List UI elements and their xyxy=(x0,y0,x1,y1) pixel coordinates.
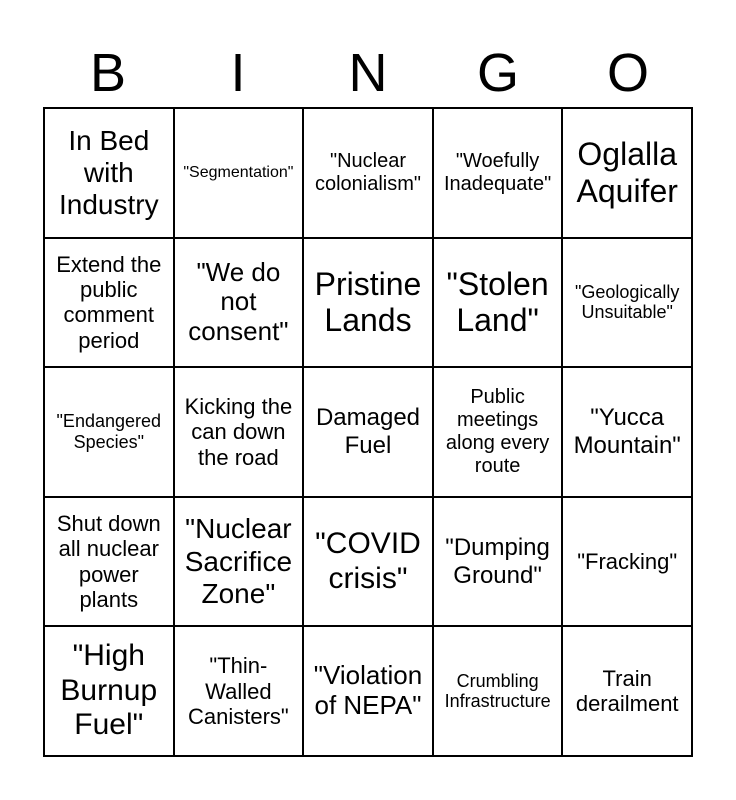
cell-text: "Yucca Mountain" xyxy=(573,404,681,459)
cell-text: "Thin-Walled Canisters" xyxy=(188,653,289,729)
cell-text: "Fracking" xyxy=(577,548,678,574)
cell-text: "COVID crisis" xyxy=(315,527,421,595)
bingo-cell[interactable] xyxy=(562,497,692,627)
cell-text: "Violation of NEPA" xyxy=(313,660,423,721)
bingo-cell[interactable] xyxy=(44,626,174,756)
cell-text: "High Burnup Fuel" xyxy=(60,639,158,742)
cell-text: Train derailment xyxy=(575,665,679,717)
bingo-board xyxy=(43,107,693,757)
header-letter-i: I xyxy=(230,43,246,103)
cell-text: "Endangered Species" xyxy=(56,411,162,452)
bingo-cell[interactable] xyxy=(44,238,174,368)
cell-text: Pristine Lands xyxy=(314,265,422,339)
cell-text: In Bed with Industry xyxy=(58,124,159,220)
bingo-cell[interactable] xyxy=(562,108,692,238)
bingo-cell[interactable] xyxy=(433,367,563,497)
bingo-cell[interactable] xyxy=(562,626,692,756)
cell-text: "Segmentation" xyxy=(183,163,294,181)
bingo-cell[interactable] xyxy=(433,497,563,627)
cell-text: "Woefully Inadequate" xyxy=(443,149,552,195)
cell-text: Shut down all nuclear power plants xyxy=(56,511,161,612)
header-letter-g: G xyxy=(476,43,519,103)
header-letter-o: O xyxy=(606,43,649,103)
bingo-cell[interactable] xyxy=(303,497,433,627)
bingo-cell[interactable] xyxy=(44,497,174,627)
bingo-cell[interactable] xyxy=(562,367,692,497)
bingo-header xyxy=(43,42,693,104)
cell-text: "Geologically Unsuitable" xyxy=(574,281,680,323)
cell-text: "We do not consent" xyxy=(188,256,289,347)
bingo-cell[interactable] xyxy=(562,238,692,368)
cell-text: Oglalla Aquifer xyxy=(576,136,678,209)
cell-text: "Dumping Ground" xyxy=(445,534,550,589)
bingo-cell[interactable] xyxy=(174,367,304,497)
header-letter-b: B xyxy=(89,43,127,103)
cell-text: "Stolen Land" xyxy=(446,265,549,339)
bingo-cell[interactable] xyxy=(303,238,433,368)
bingo-cell[interactable] xyxy=(44,367,174,497)
cell-text: Kicking the can down the road xyxy=(184,394,293,470)
bingo-cell[interactable] xyxy=(433,626,563,756)
cell-text: Crumbling Infrastructure xyxy=(444,670,551,712)
bingo-cell[interactable] xyxy=(44,108,174,238)
cell-text: Damaged Fuel xyxy=(315,404,421,459)
bingo-cell[interactable] xyxy=(174,497,304,627)
bingo-cell[interactable] xyxy=(174,238,304,368)
cell-text: Public meetings along every route xyxy=(445,385,550,477)
bingo-cell[interactable] xyxy=(303,626,433,756)
bingo-cell[interactable] xyxy=(433,108,563,238)
header-letter-n: N xyxy=(348,43,388,103)
bingo-cell[interactable] xyxy=(303,367,433,497)
cell-text: "Nuclear colonialism" xyxy=(314,149,421,195)
bingo-cell[interactable] xyxy=(303,108,433,238)
cell-text: "Nuclear Sacrifice Zone" xyxy=(184,513,293,609)
bingo-cell[interactable] xyxy=(174,108,304,238)
bingo-cell[interactable] xyxy=(174,626,304,756)
bingo-cell[interactable] xyxy=(433,238,563,368)
cell-text: Extend the public comment period xyxy=(56,251,162,353)
